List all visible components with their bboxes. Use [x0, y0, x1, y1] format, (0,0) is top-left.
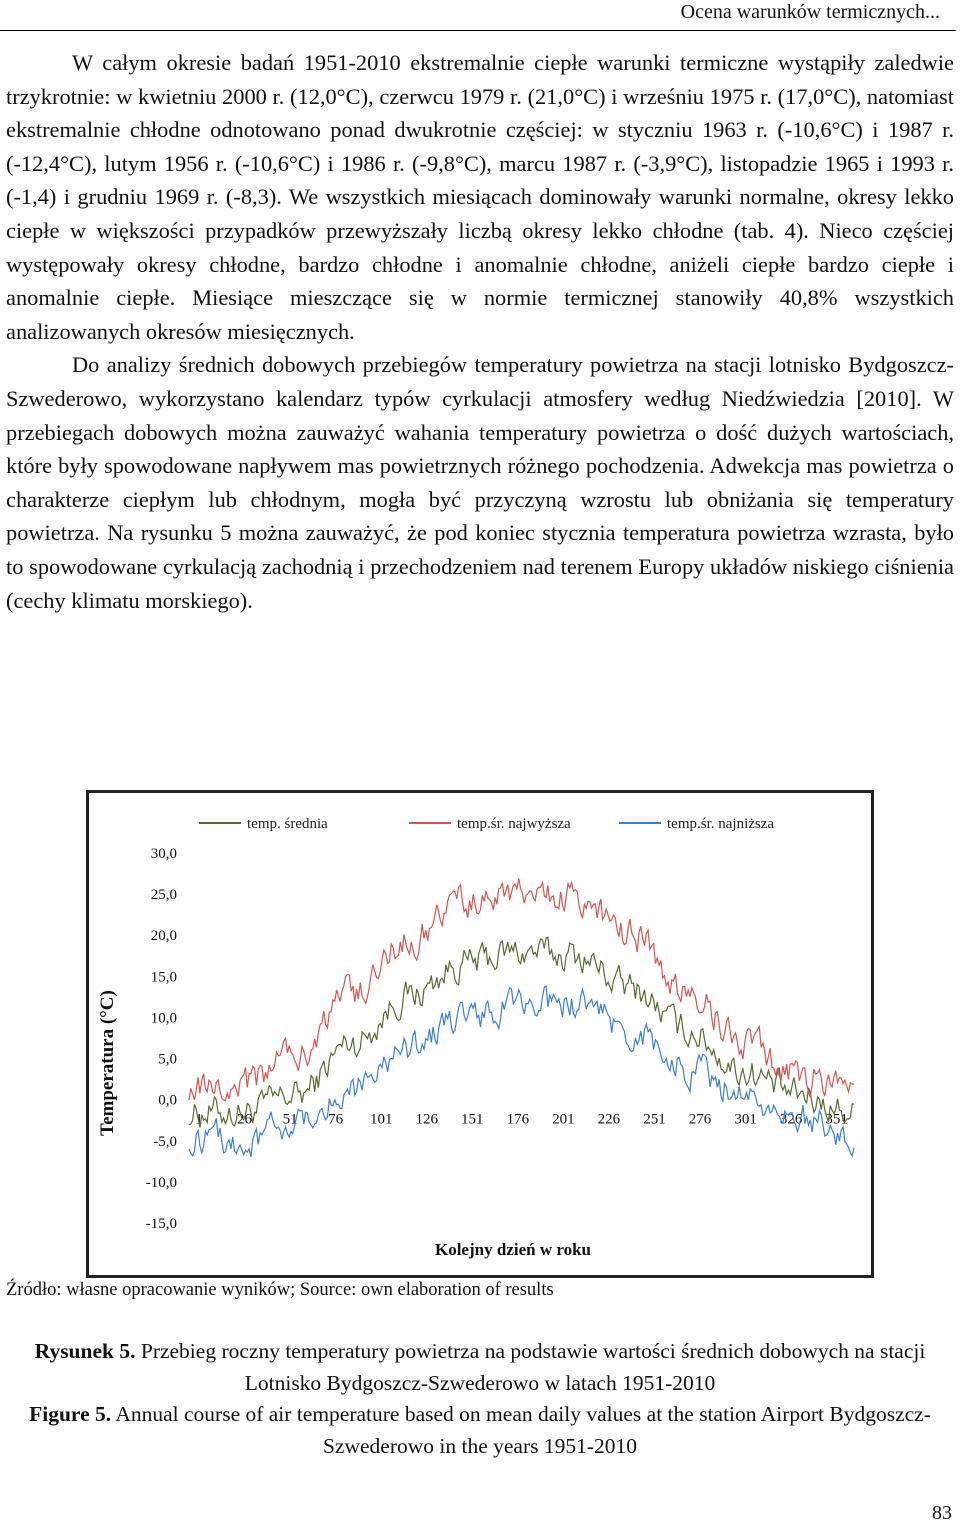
y-tick-label: 10,0	[150, 1010, 177, 1027]
y-tick-label: 30,0	[150, 846, 177, 862]
y-tick-label: 0,0	[158, 1092, 177, 1109]
body-text	[6, 46, 954, 617]
x-axis-ticks	[195, 1112, 848, 1128]
caption-en-label: Figure 5.	[29, 1402, 112, 1426]
series-line	[189, 986, 854, 1157]
running-header	[0, 0, 956, 31]
x-tick-label: 76	[328, 1111, 344, 1128]
legend-label: temp. średnia	[247, 816, 328, 832]
y-tick-label: 20,0	[150, 928, 177, 945]
x-tick-label: 126	[415, 1111, 438, 1128]
series-line	[189, 937, 854, 1127]
running-title: Ocena warunków termicznych...	[680, 1, 940, 23]
legend-label: temp.śr. najniższa	[667, 816, 775, 832]
x-tick-label: 276	[688, 1111, 712, 1128]
x-tick-label: 1	[195, 1111, 203, 1128]
x-tick-label: 176	[506, 1111, 530, 1128]
caption-pl-text: Przebieg roczny temperatury powietrza na podstawie wartości średnich dobowych na stacji Lotnisko Bydgoszcz-Szwederowo w latach 1951-2010	[140, 1339, 926, 1395]
temperature-chart	[86, 790, 874, 1278]
caption-en	[0, 1399, 960, 1462]
x-tick-label: 351	[825, 1111, 848, 1128]
x-axis-label: Kolejny dzień w roku	[434, 1240, 592, 1259]
paragraph-1: W całym okresie badań 1951-2010 ekstremalnie ciepłe warunki termiczne wystąpiły zaledwie trzykrotnie: w kwietniu 2000 r. (12,0°C), czerwcu 1979 r. (21,0°C) i wrześniu 1975 r. (17,0°C), natomiast ekstremalnie chłodne odnotowano ponad dwukrotnie częściej: w styczniu 1963 r. (-10,6°C) i 1987 r. (-12,4°C), lutym 1956 r. (-10,6°C) i 1986 r. (-9,8°C), marcu 1987 r. (-3,9°C), listopadzie 1965 i 1993 r. (-1,4) i grudniu 1969 r. (-8,3). We wszystkich miesiącach dominowały warunki normalne, okresy lekko ciepłe w większości przypadków przewyższały liczbą okresy lekko chłodne (tab. 4). Nieco częściej występowały okresy chłodne, bardzo chłodne i anomalnie chłodne, aniżeli ciepłe bardzo ciepłe i anomalnie ciepłe. Miesiące mieszczące się w normie termicznej stanowiły 40,8% wszystkich analizowanych okresów miesięcznych.	[6, 50, 954, 344]
x-tick-label: 201	[552, 1111, 575, 1128]
x-tick-label: 326	[779, 1111, 803, 1128]
paragraph-2: Do analizy średnich dobowych przebiegów temperatury powietrza na stacji lotnisko Bydgoszcz-Szwederowo, wykorzystano kalendarz typów cyrkulacji atmosfery według Niedźwiedzia [2010]. W przebiegach dobowych można zauważyć wahania temperatury powietrza o dość dużych wartościach, które były spowodowane napływem mas powietrznych różnego pochodzenia. Adwekcja mas powietrza o charakterze ciepłym lub chłodnym, mogła być przyczyną wzrostu lub obniżania się temperatury powietrza. Na rysunku 5 można zauważyć, że pod koniec stycznia temperatura powietrza wzrasta, było to spowodowane cyrkulacją zachodnią i przechodzeniem nad terenem Europy układów niskiego ciśnienia (cechy klimatu morskiego).	[6, 352, 954, 613]
chart-svg	[89, 793, 871, 1275]
x-tick-label: 51	[282, 1111, 298, 1128]
y-axis-ticks	[146, 846, 177, 1232]
y-tick-label: 25,0	[150, 887, 177, 904]
series-line	[189, 879, 854, 1101]
source-note: Źródło: własne opracowanie wyników; Source: own elaboration of results	[6, 1280, 554, 1300]
x-tick-label: 301	[734, 1111, 757, 1128]
caption-pl	[0, 1336, 960, 1399]
x-tick-label: 151	[461, 1111, 484, 1128]
x-tick-label: 226	[597, 1111, 621, 1128]
x-tick-label: 101	[369, 1111, 393, 1128]
y-tick-label: -15,0	[145, 1216, 177, 1232]
x-tick-label: 251	[643, 1111, 666, 1128]
y-tick-label: 15,0	[150, 969, 177, 986]
chart-legend	[199, 816, 774, 832]
x-tick-label: 26	[237, 1111, 253, 1128]
y-tick-label: 5,0	[158, 1051, 177, 1068]
caption-pl-label: Rysunek 5.	[34, 1339, 136, 1363]
page-number: 83	[932, 1502, 952, 1524]
legend-label: temp.śr. najwyższa	[457, 816, 571, 832]
figure-caption	[0, 1336, 960, 1462]
caption-en-text: Annual course of air temperature based on mean daily values at the station Airport Bydgoszcz-Szwederowo in the years 1951-2010	[115, 1402, 931, 1458]
y-tick-label: -5,0	[153, 1133, 177, 1150]
y-axis-label: Temperatura (°C)	[97, 990, 118, 1136]
y-tick-label: -10,0	[145, 1174, 177, 1191]
